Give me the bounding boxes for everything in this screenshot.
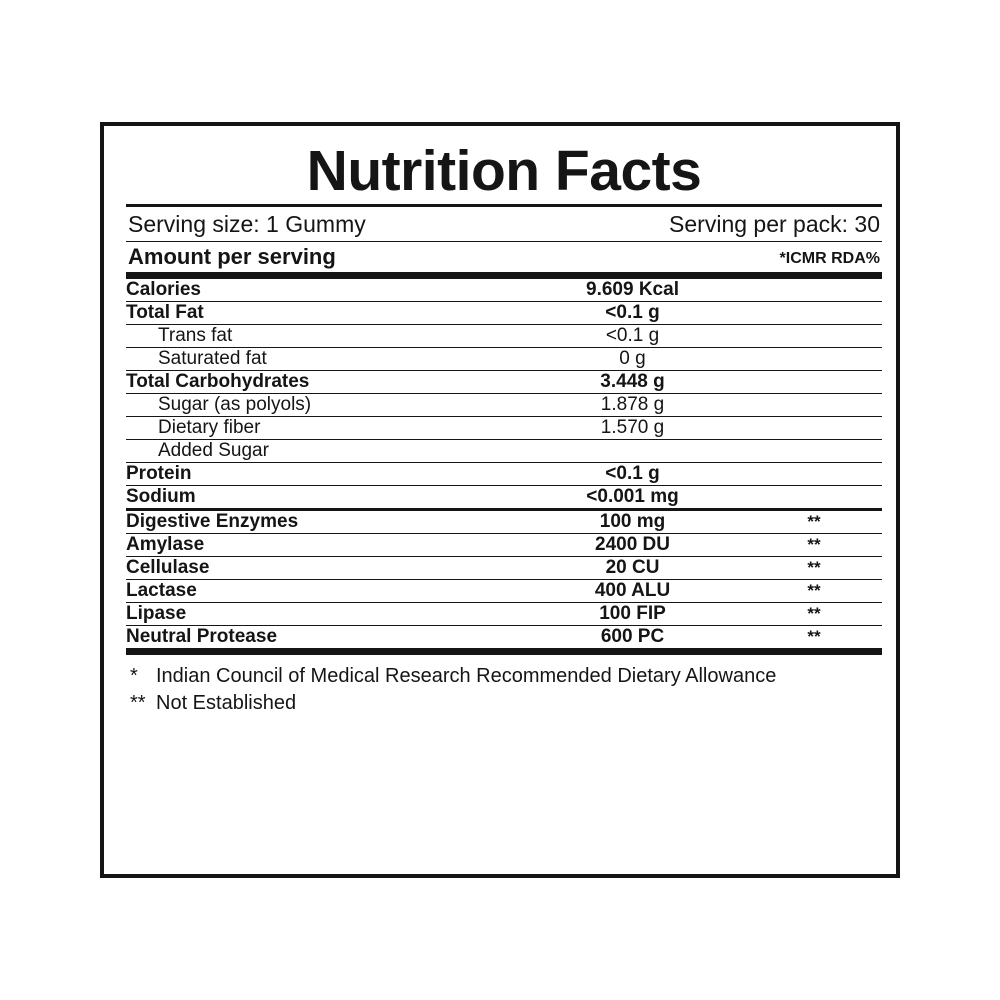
nutrient-name: Saturated fat [126,348,519,371]
serving-per-pack-text: Serving per pack: 30 [669,210,880,237]
nutrient-rda [746,325,882,348]
nutrient-name: Trans fat [126,325,519,348]
nutrition-facts-panel [100,122,900,878]
divider-above-table [126,272,882,279]
table-row [126,603,882,626]
nutrient-name: Dietary fiber [126,417,519,440]
nutrient-value: 20 CU [519,557,746,580]
nutrient-value: 1.570 g [519,417,746,440]
table-row [126,371,882,394]
amount-per-serving-label: Amount per serving [128,244,336,270]
nutrient-rda [746,440,882,463]
table-row [126,417,882,440]
footnote-text: Indian Council of Medical Research Recommended Dietary Allowance [156,665,777,688]
nutrient-value: 3.448 g [519,371,746,394]
nutrient-value: <0.001 mg [519,486,746,510]
nutrient-value: <0.1 g [519,302,746,325]
nutrient-rda: ** [746,557,882,580]
divider-below-table [126,648,882,655]
nutrient-value: 100 FIP [519,603,746,626]
nutrient-rda: ** [746,510,882,534]
nutrient-rda [746,463,882,486]
nutrition-table-body [126,279,882,648]
table-row [126,557,882,580]
nutrient-value: <0.1 g [519,463,746,486]
nutrition-table [126,279,882,648]
nutrient-name: Protein [126,463,519,486]
nutrient-name: Total Carbohydrates [126,371,519,394]
nutrient-name: Amylase [126,534,519,557]
nutrient-name: Sodium [126,486,519,510]
nutrient-value: 600 PC [600,626,665,648]
table-row [126,580,882,603]
page-title: Nutrition Facts [306,139,702,203]
nutrient-rda: ** [807,627,821,647]
table-row [126,626,882,649]
footnotes [126,655,882,717]
nutrient-value: 1.878 g [519,394,746,417]
nutrient-name: Cellulase [126,557,519,580]
nutrient-rda: ** [746,603,882,626]
nutrient-value: 9.609 Kcal [519,279,746,302]
nutrient-rda [746,302,882,325]
nutrient-rda [746,279,882,302]
nutrient-rda: ** [746,580,882,603]
rda-header-label: *ICMR RDA% [779,250,880,268]
footnote-item [130,663,880,690]
nutrient-name: Calories [126,279,519,302]
nutrient-name: Added Sugar [126,440,519,463]
table-row [126,302,882,325]
nutrient-value: <0.1 g [519,325,746,348]
nutrient-value: 0 g [519,348,746,371]
nutrient-rda [746,486,882,510]
table-row [126,348,882,371]
nutrient-value [519,440,746,463]
serving-info-row [126,207,882,241]
table-row [126,486,882,510]
nutrient-name: Digestive Enzymes [126,510,519,534]
nutrient-value: 100 mg [519,510,746,534]
table-row [126,440,882,463]
table-row [126,394,882,417]
amount-per-serving-row [126,242,882,272]
nutrient-rda: ** [746,534,882,557]
nutrient-name: Lactase [126,580,519,603]
footnote-marker: * [130,665,138,688]
nutrient-name: Neutral Protease [126,626,278,648]
table-row [126,534,882,557]
nutrient-name: Lipase [126,603,519,626]
footnote-marker: ** [130,692,146,715]
footnote-item [130,690,880,717]
nutrient-rda [746,394,882,417]
table-row [126,463,882,486]
nutrient-name: Total Fat [126,302,519,325]
table-row [126,279,882,302]
nutrient-value: 400 ALU [519,580,746,603]
table-row [126,510,882,534]
table-row [126,325,882,348]
nutrient-name: Sugar (as polyols) [126,394,519,417]
serving-size-text: Serving size: 1 Gummy [128,210,366,237]
nutrient-rda [746,348,882,371]
nutrient-value: 2400 DU [519,534,746,557]
footnote-text: Not Established [156,692,297,715]
nutrient-rda [746,371,882,394]
nutrition-facts-content [126,136,882,717]
nutrient-rda [746,417,882,440]
